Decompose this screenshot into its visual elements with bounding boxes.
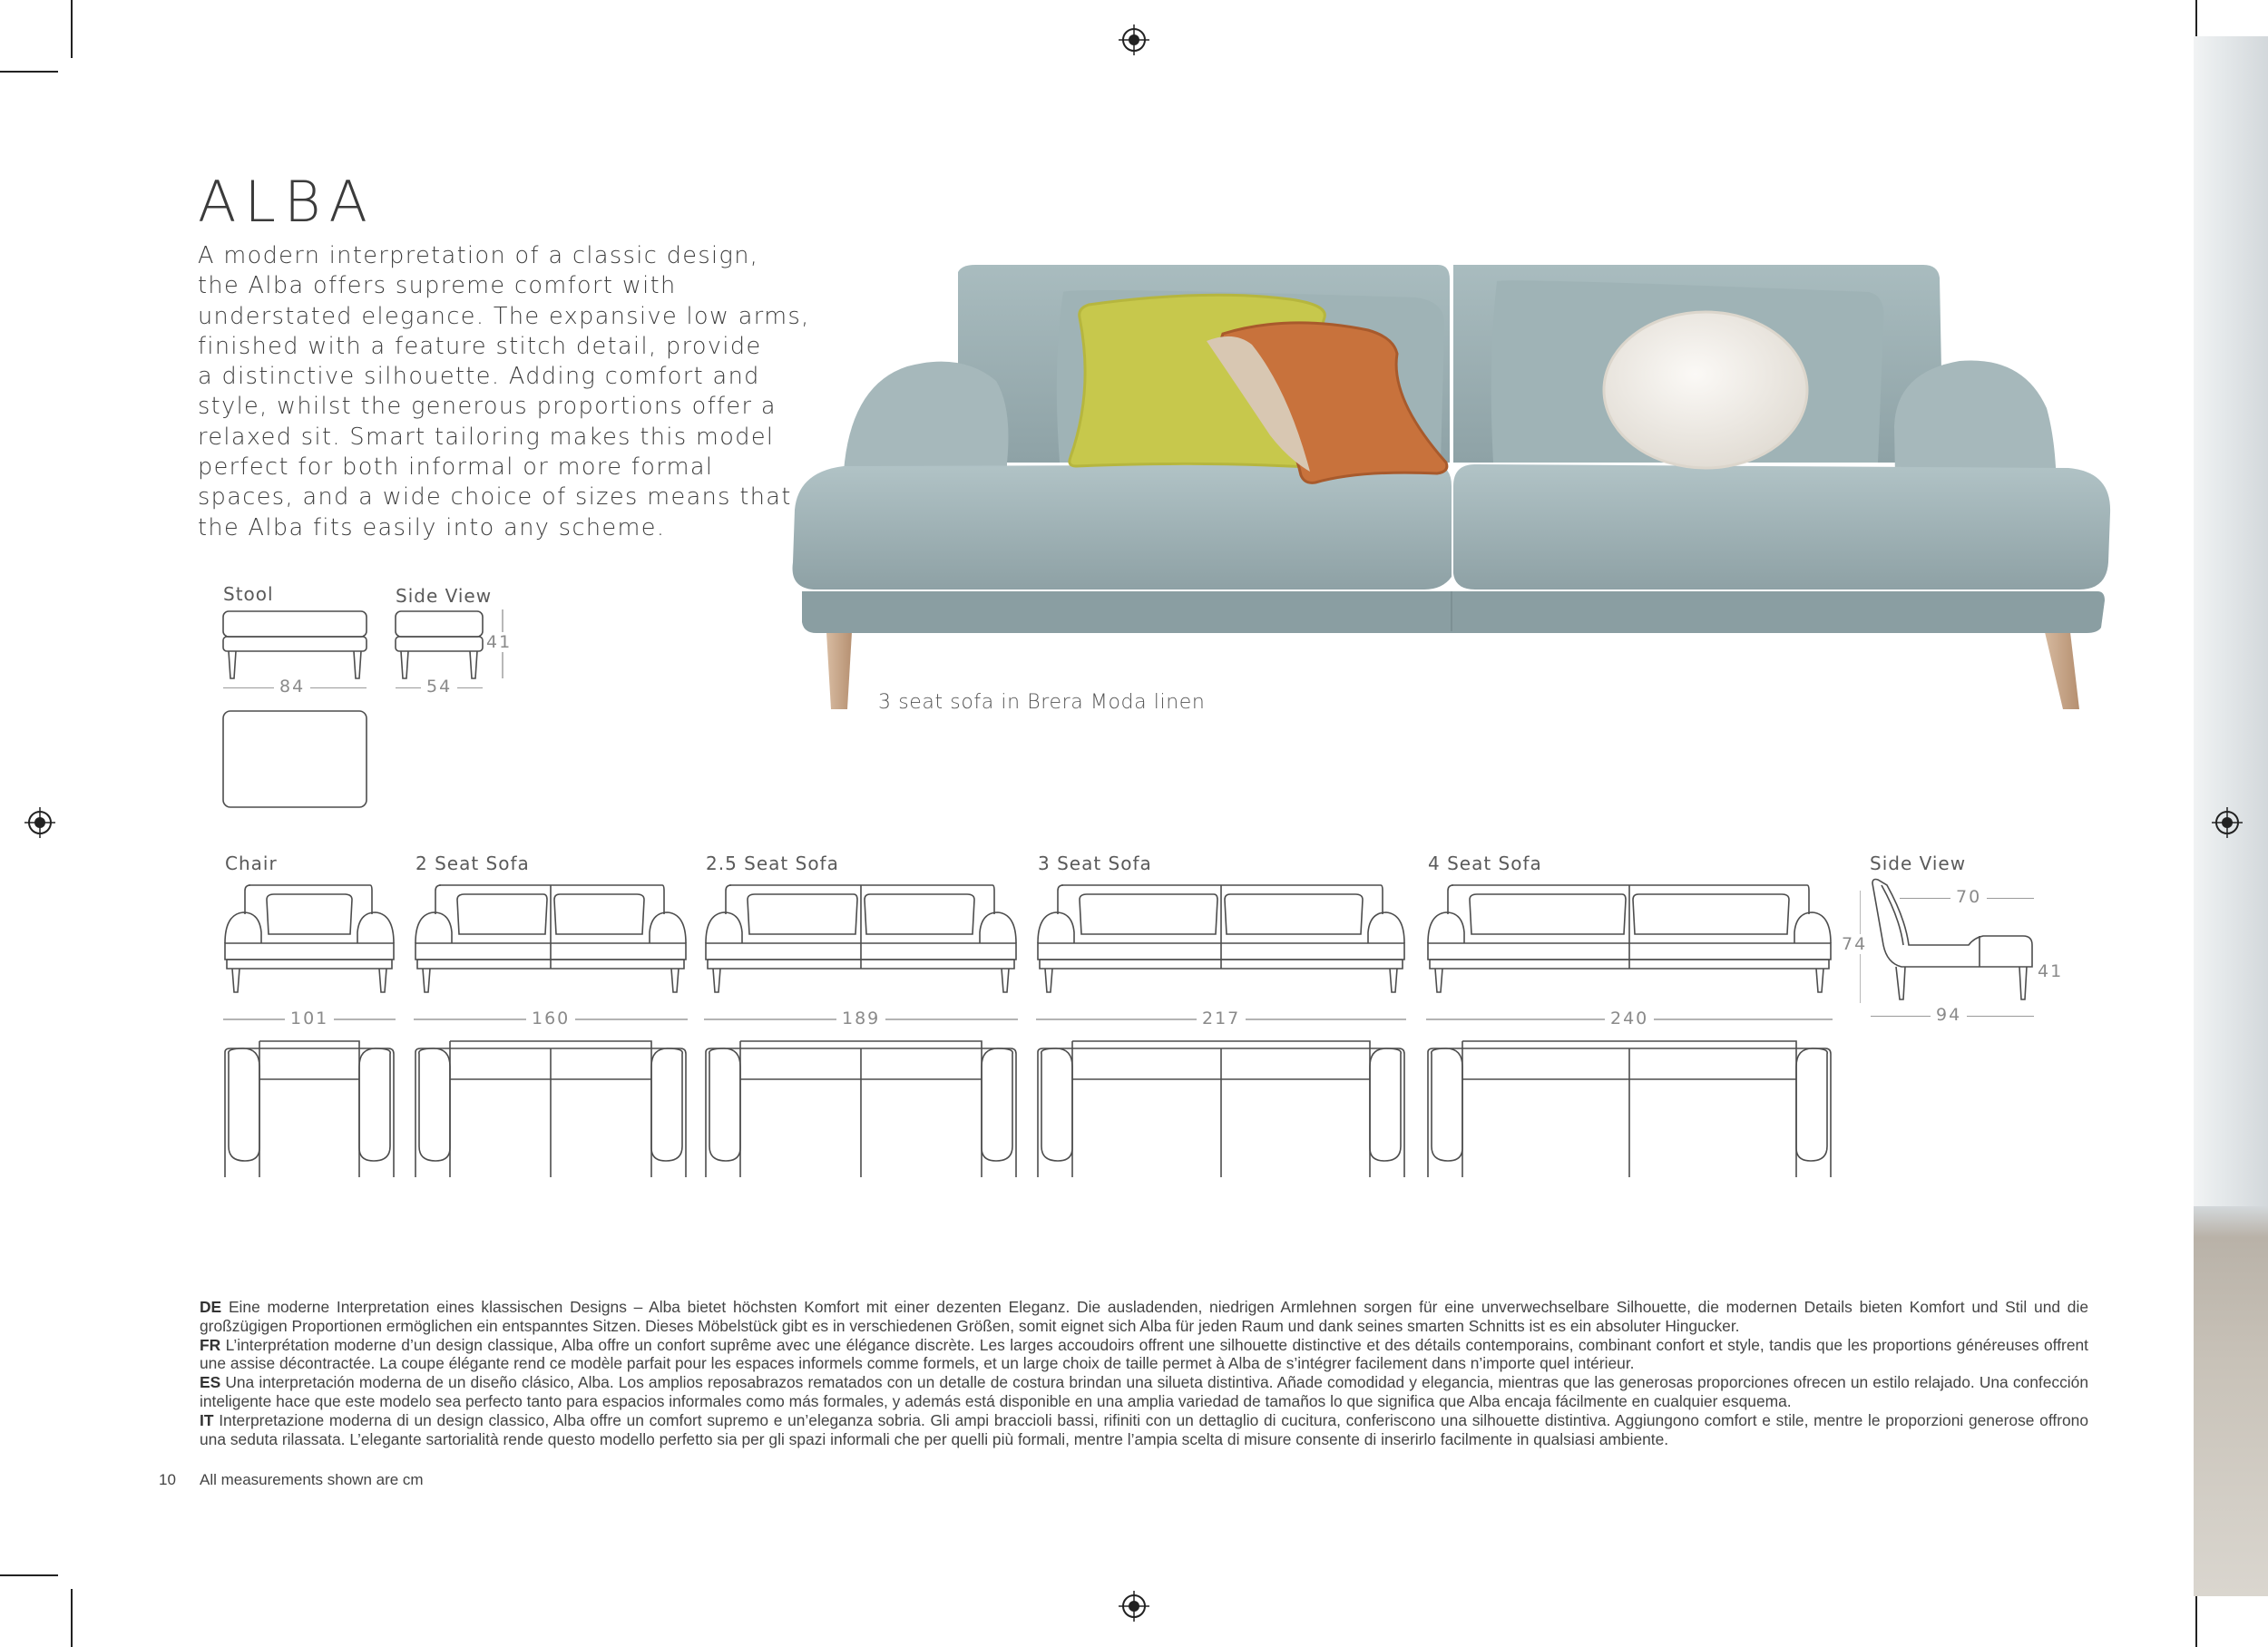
model-back-cushion: [1080, 894, 1217, 934]
model-back-outline: [726, 885, 731, 914]
model-back-cushion: [267, 894, 352, 934]
model-leg: [671, 969, 679, 992]
stool-side-depth: 54: [421, 677, 457, 697]
model-base: [227, 960, 392, 969]
model-plan-arm: [229, 1048, 259, 1161]
model-plan-back: [740, 1041, 982, 1048]
model-plan-outline: [225, 1048, 394, 1177]
model-width: 160: [526, 1009, 575, 1028]
description-line: understated elegance. The expansive low arms,: [198, 302, 810, 330]
registration-mark-icon: [1119, 1591, 1149, 1622]
crop-mark-bl-v: [71, 1589, 73, 1647]
translation-it: [200, 1411, 2088, 1449]
model-arm-right: [357, 912, 394, 943]
model-arm-left: [1428, 912, 1464, 943]
model-plan-arm: [1796, 1048, 1827, 1161]
translation-fr: [200, 1336, 2088, 1374]
crop-mark-tl-h: [0, 71, 58, 73]
model-label: 4 Seat Sofa: [1428, 853, 1542, 874]
model-plan-back: [1462, 1041, 1796, 1048]
model-back-outline: [1061, 885, 1383, 914]
description-line: style, whilst the generous proportions offer a: [198, 393, 777, 421]
registration-mark-icon: [2212, 807, 2243, 838]
crop-mark-br-v: [2195, 1589, 2197, 1647]
translation-text: Interpretazione moderna di un design classico, Alba offre un comfort supremo e un’eleganza sobria. Gli ampi braccioli bassi, rifiniti con un dettaglio di cucitura, conferiscono una silhouette distintiva. Aggiungono comfort e stile, mentre le proporzioni generose offrono una seduta rilassata. L’elegante sartorialità rende questo modello perfetto sia per gli spazi informali che per quelli più formali, mentre l’ampia scelta di misure consente di inserirlo facilmente in qualsiasi ambiente.: [200, 1410, 2089, 1448]
model-leg: [379, 969, 386, 992]
model-plan-arm: [709, 1048, 740, 1161]
model-leg: [1816, 969, 1823, 992]
translation-text: Eine moderne Interpretation eines klassischen Designs – Alba bietet höchsten Komfort mit einer dezenten Eleganz. Die ausladenden, niedrigen Armlehnen sorgen für eine unverwechselbare Silhouette, die modernen Details bieten Komfort und Stil und die großzügigen Proportionen ermöglichen ein entspanntes Sitzen. Dieses Möbelstück gibt es in verschiedenen Größen, somit eignet sich Alba für jeden Raum und dank seines smarten Schnitts ist es ein absoluter Hingucker.: [200, 1298, 2088, 1335]
translation-de: [200, 1298, 2088, 1336]
model-back-cushion: [554, 894, 644, 934]
model-plan-back: [1072, 1041, 1370, 1048]
model-plan-back: [450, 1041, 651, 1048]
stool-front-drawing: [218, 606, 381, 816]
description-line: the Alba fits easily into any scheme.: [198, 513, 666, 541]
model-width: 189: [836, 1009, 885, 1028]
sofa-side-view-label: Side View: [1870, 853, 1967, 874]
description-line: A modern interpretation of a classic design,: [198, 242, 759, 269]
lang-code: ES: [200, 1373, 221, 1392]
product-description: [198, 241, 810, 543]
measurements-note: All measurements shown are cm: [200, 1471, 424, 1488]
side-arm-height: 41: [2038, 961, 2064, 981]
stool-label: Stool: [223, 583, 274, 605]
model-arm-right: [1368, 912, 1404, 943]
translations-block: [200, 1298, 2088, 1448]
description-line: perfect for both informal or more formal: [198, 453, 714, 482]
translation-text: L’interprétation moderne d’un design classique, Alba offre un confort suprême avec une élégance discrète. Les larges accoudoirs offrent une silhouette distinctive et des détails contemporains, combinant confort et style, tandis que les proportions généreuses offrent une assise décontractée. La coupe élégante rend ce modèle parfait pour les espaces informels comme formels, et un large choix de taille permet à Alba de s’intégrer facilement dans n’importe quel intérieur.: [200, 1335, 2088, 1373]
pillow-boucle: [1604, 312, 1807, 468]
sofa-photo: [780, 254, 2123, 716]
page-number: 10: [159, 1471, 176, 1488]
stool-width: 84: [274, 677, 310, 697]
model-back-cushion: [1225, 894, 1363, 934]
stool-side-height: 41: [486, 632, 513, 652]
side-seat-depth: 70: [1950, 887, 1987, 907]
model-width: 240: [1605, 1009, 1654, 1028]
model-arm-right: [1794, 912, 1831, 943]
crop-mark-bl-h: [0, 1574, 58, 1576]
model-arm-right: [980, 912, 1016, 943]
model-arm-right: [650, 912, 686, 943]
model-back-cushion: [457, 894, 547, 934]
translation-es: [200, 1373, 2088, 1411]
photo-caption: 3 seat sofa in Brera Moda linen: [878, 691, 1206, 714]
product-title: ALBA: [198, 169, 376, 235]
side-height: 74: [1838, 934, 1871, 954]
model-width: 101: [285, 1009, 334, 1028]
stool-side-view-label: Side View: [396, 585, 493, 607]
model-back-cushion: [1633, 894, 1789, 934]
lang-code: IT: [200, 1410, 214, 1429]
model-back-outline: [1058, 885, 1063, 914]
model-arm-left: [225, 912, 261, 943]
model-leg: [232, 969, 240, 992]
model-label: Chair: [225, 853, 278, 874]
description-line: a distinctive silhouette. Adding comfort and: [198, 363, 760, 391]
model-back-cushion: [748, 894, 857, 934]
model-leg: [1002, 969, 1009, 992]
model-back-outline: [439, 885, 664, 914]
model-back-outline: [245, 885, 250, 914]
model-back-outline: [435, 885, 441, 914]
translation-text: Una interpretación moderna de un diseño clásico, Alba. Los amplios reposabrazos rematados con un detalle de costura brindan una silueta distintiva. Añade comodidad y elegancia, mientras que las generosas proporciones ofrecen un estilo relajado. Una confección inteligente hace que este modelo sea perfecto tanto para espacios informales como más formales, y además está disponible en una amplia variedad de tamaños lo que significa que Alba encaja fácilmente en cualquier esquema.: [200, 1373, 2088, 1410]
lang-code: FR: [200, 1335, 221, 1354]
adjacent-page-edge-lower: [2194, 1206, 2268, 1596]
model-arm-left: [1038, 912, 1074, 943]
model-back-outline: [729, 885, 994, 914]
description-line: the Alba offers supreme comfort with: [198, 272, 677, 300]
model-arm-left: [415, 912, 452, 943]
model-plan-arm: [651, 1048, 682, 1161]
model-arm-left: [706, 912, 742, 943]
model-plan-arm: [1432, 1048, 1462, 1161]
model-label: 2.5 Seat Sofa: [706, 853, 839, 874]
model-leg: [1390, 969, 1397, 992]
model-back-outline: [1452, 885, 1809, 914]
side-depth: 94: [1931, 1005, 1967, 1025]
crop-mark-tl-v: [71, 0, 73, 58]
model-plan-arm: [419, 1048, 450, 1161]
registration-mark-icon: [1119, 24, 1149, 55]
model-leg: [1435, 969, 1442, 992]
model-plan-arm: [1370, 1048, 1401, 1161]
seat-cushion-right: [1453, 464, 2110, 590]
model-plan-arm: [982, 1048, 1012, 1161]
registration-mark-icon: [24, 807, 55, 838]
model-plan-arm: [1041, 1048, 1072, 1161]
model-label: 3 Seat Sofa: [1038, 853, 1152, 874]
model-plan-arm: [359, 1048, 390, 1161]
seat-cushion-left: [793, 464, 1452, 590]
model-plan-back: [259, 1041, 359, 1048]
model-back-outline: [1448, 885, 1453, 914]
model-leg: [423, 969, 430, 992]
model-seat: [225, 943, 394, 960]
sofa-base: [802, 591, 2105, 633]
model-label: 2 Seat Sofa: [415, 853, 530, 874]
model-back-cushion: [1470, 894, 1626, 934]
lang-code: DE: [200, 1298, 222, 1316]
description-line: relaxed sit. Smart tailoring makes this model: [198, 423, 775, 451]
description-line: spaces, and a wide choice of sizes means that: [198, 483, 792, 512]
model-width: 217: [1197, 1009, 1246, 1028]
model-leg: [713, 969, 720, 992]
description-line: finished with a feature stitch detail, provide: [198, 332, 762, 360]
model-leg: [1045, 969, 1052, 992]
model-back-cushion: [865, 894, 974, 934]
